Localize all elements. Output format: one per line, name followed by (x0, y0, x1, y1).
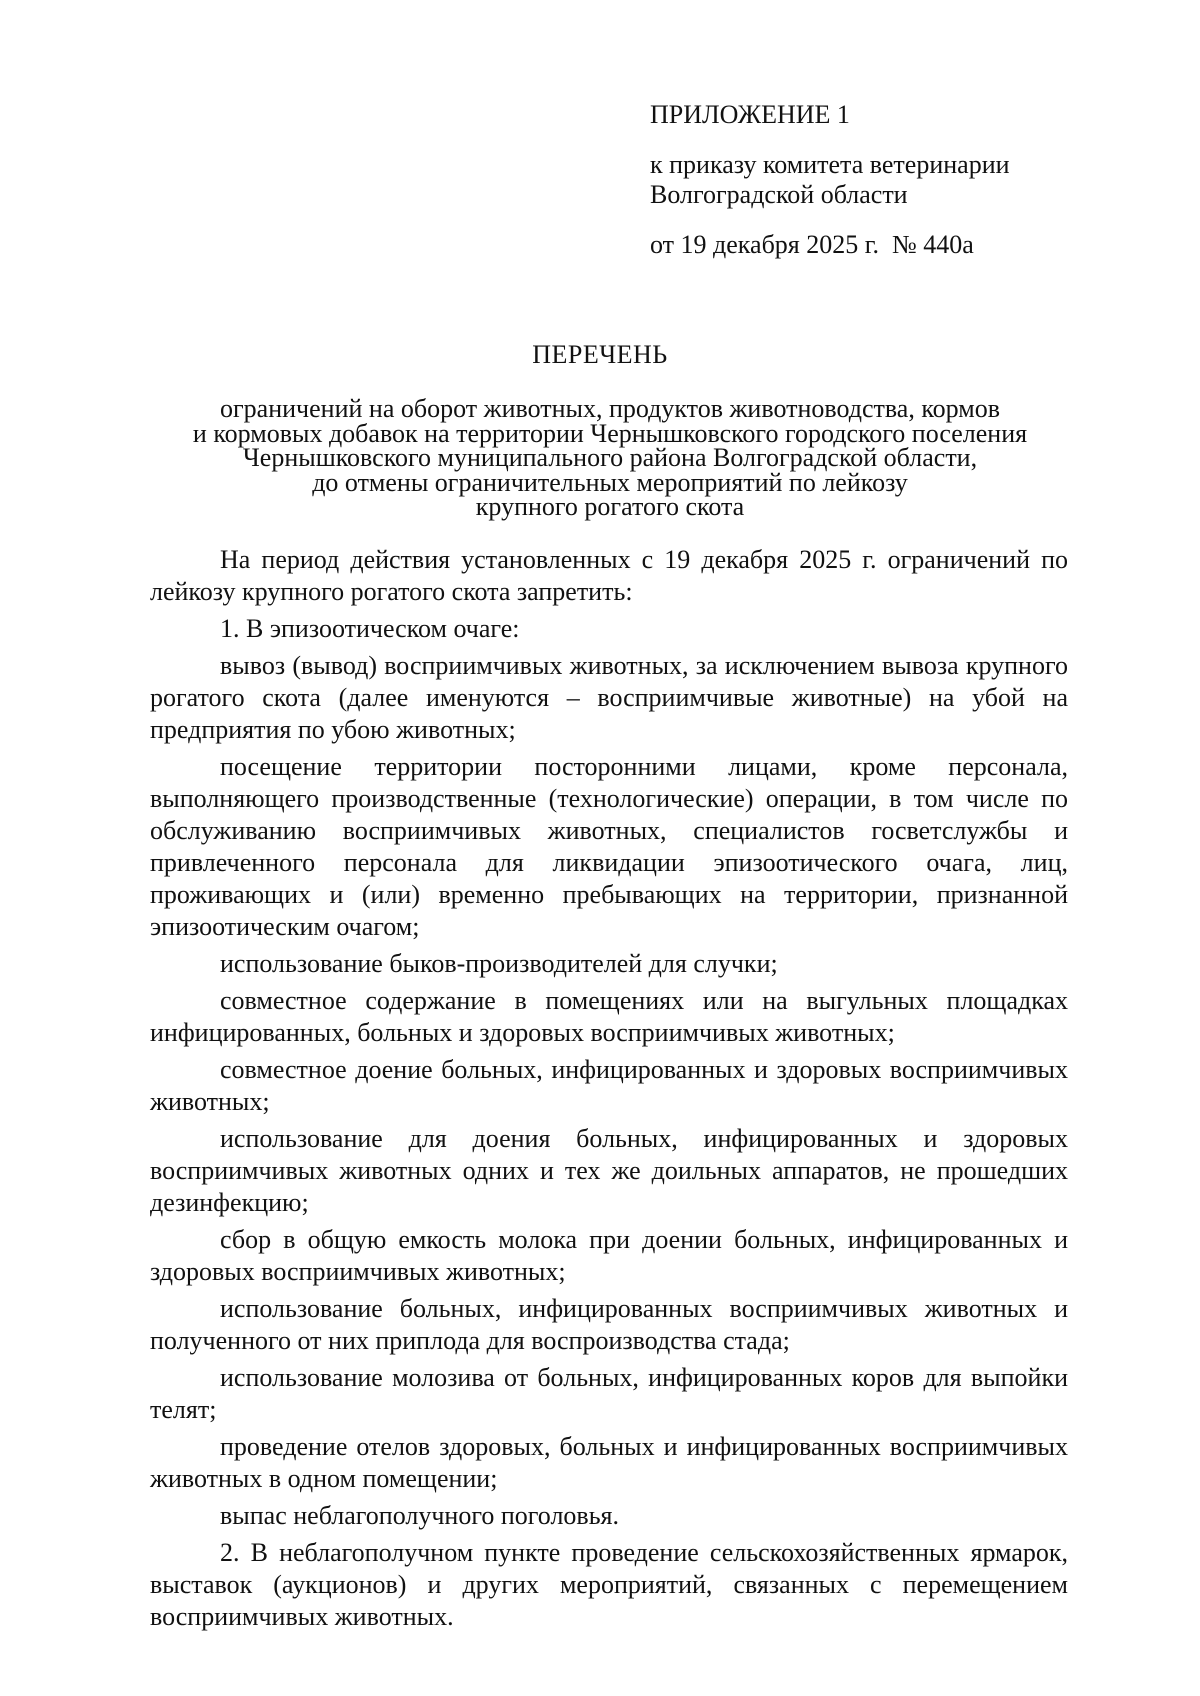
subtitle-line: и кормовых добавок на территории Чернышковского городского поселения (192, 418, 1028, 448)
appendix-reference (650, 150, 1110, 210)
restriction-item: проведение отелов здоровых, больных и инфицированных восприимчивых животных в одном помещении; (150, 1432, 1068, 1493)
section-heading: 1. В эпизоотическом очаге: (220, 614, 520, 643)
appendix-block (650, 100, 1110, 260)
appendix-date: от 19 декабря 2025 г. № 440а (650, 230, 974, 259)
restriction-item: использование молозива от больных, инфицированных коров для выпойки телят; (150, 1363, 1068, 1424)
subtitle-line: до отмены ограничительных мероприятий по лейкозу (312, 467, 908, 497)
document-subtitle (150, 394, 1070, 521)
appendix-reference-line: Волгоградской области (650, 180, 908, 209)
subtitle-line: крупного рогатого скота (475, 492, 745, 521)
restriction-item: выпас неблагополучного поголовья. (220, 1501, 620, 1530)
restriction-item: сбор в общую емкость молока при доении больных, инфицированных и здоровых восприимчивых животных; (150, 1225, 1068, 1286)
restriction-item: использование для доения больных, инфицированных и здоровых восприимчивых животных одних и тех же доильных аппаратов, не прошедших дезинфекцию; (150, 1124, 1068, 1217)
restriction-item: вывоз (вывод) восприимчивых животных, за исключением вывоза крупного рогатого скота (далее именуются – восприимчивые животные) на убой на предприятия по убою животных; (150, 651, 1068, 744)
restriction-item: использование быков-производителей для случки; (220, 949, 778, 978)
restriction-item: совместное доение больных, инфицированных и здоровых восприимчивых животных; (150, 1055, 1068, 1116)
appendix-heading: ПРИЛОЖЕНИЕ 1 (650, 100, 850, 129)
document-body (150, 544, 1068, 1638)
restriction-item: использование больных, инфицированных восприимчивых животных и полученного от них приплода для воспроизводства стада; (150, 1294, 1068, 1355)
subtitle-line: Чернышковского муниципального района Волгоградской области, (242, 443, 978, 472)
restriction-item: посещение территории посторонними лицами, кроме персонала, выполняющего производственные (технологические) операции, в том числе по обслуживанию восприимчивых животных, специалистов госветслужбы и привлеченного персонала для ликвидации эпизоотического очага, лиц, проживающих и (или) временно пребывающих на территории, признанной эпизоотическим очагом; (150, 752, 1068, 941)
restriction-item: совместное содержание в помещениях или на выгульных площадках инфицированных, больных и здоровых восприимчивых животных; (150, 986, 1068, 1047)
intro-paragraph: На период действия установленных с 19 декабря 2025 г. ограничений по лейкозу крупного рогатого скота запретить: (150, 545, 1068, 606)
document-title: ПЕРЕЧЕНЬ (532, 340, 668, 369)
appendix-reference-line: к приказу комитета ветеринарии (650, 150, 1010, 179)
subtitle-line: ограничений на оборот животных, продуктов животноводства, кормов (220, 394, 1000, 423)
section-paragraph: 2. В неблагополучном пункте проведение сельскохозяйственных ярмарок, выставок (аукционов) и других мероприятий, связанных с перемещением восприимчивых животных. (150, 1538, 1068, 1631)
